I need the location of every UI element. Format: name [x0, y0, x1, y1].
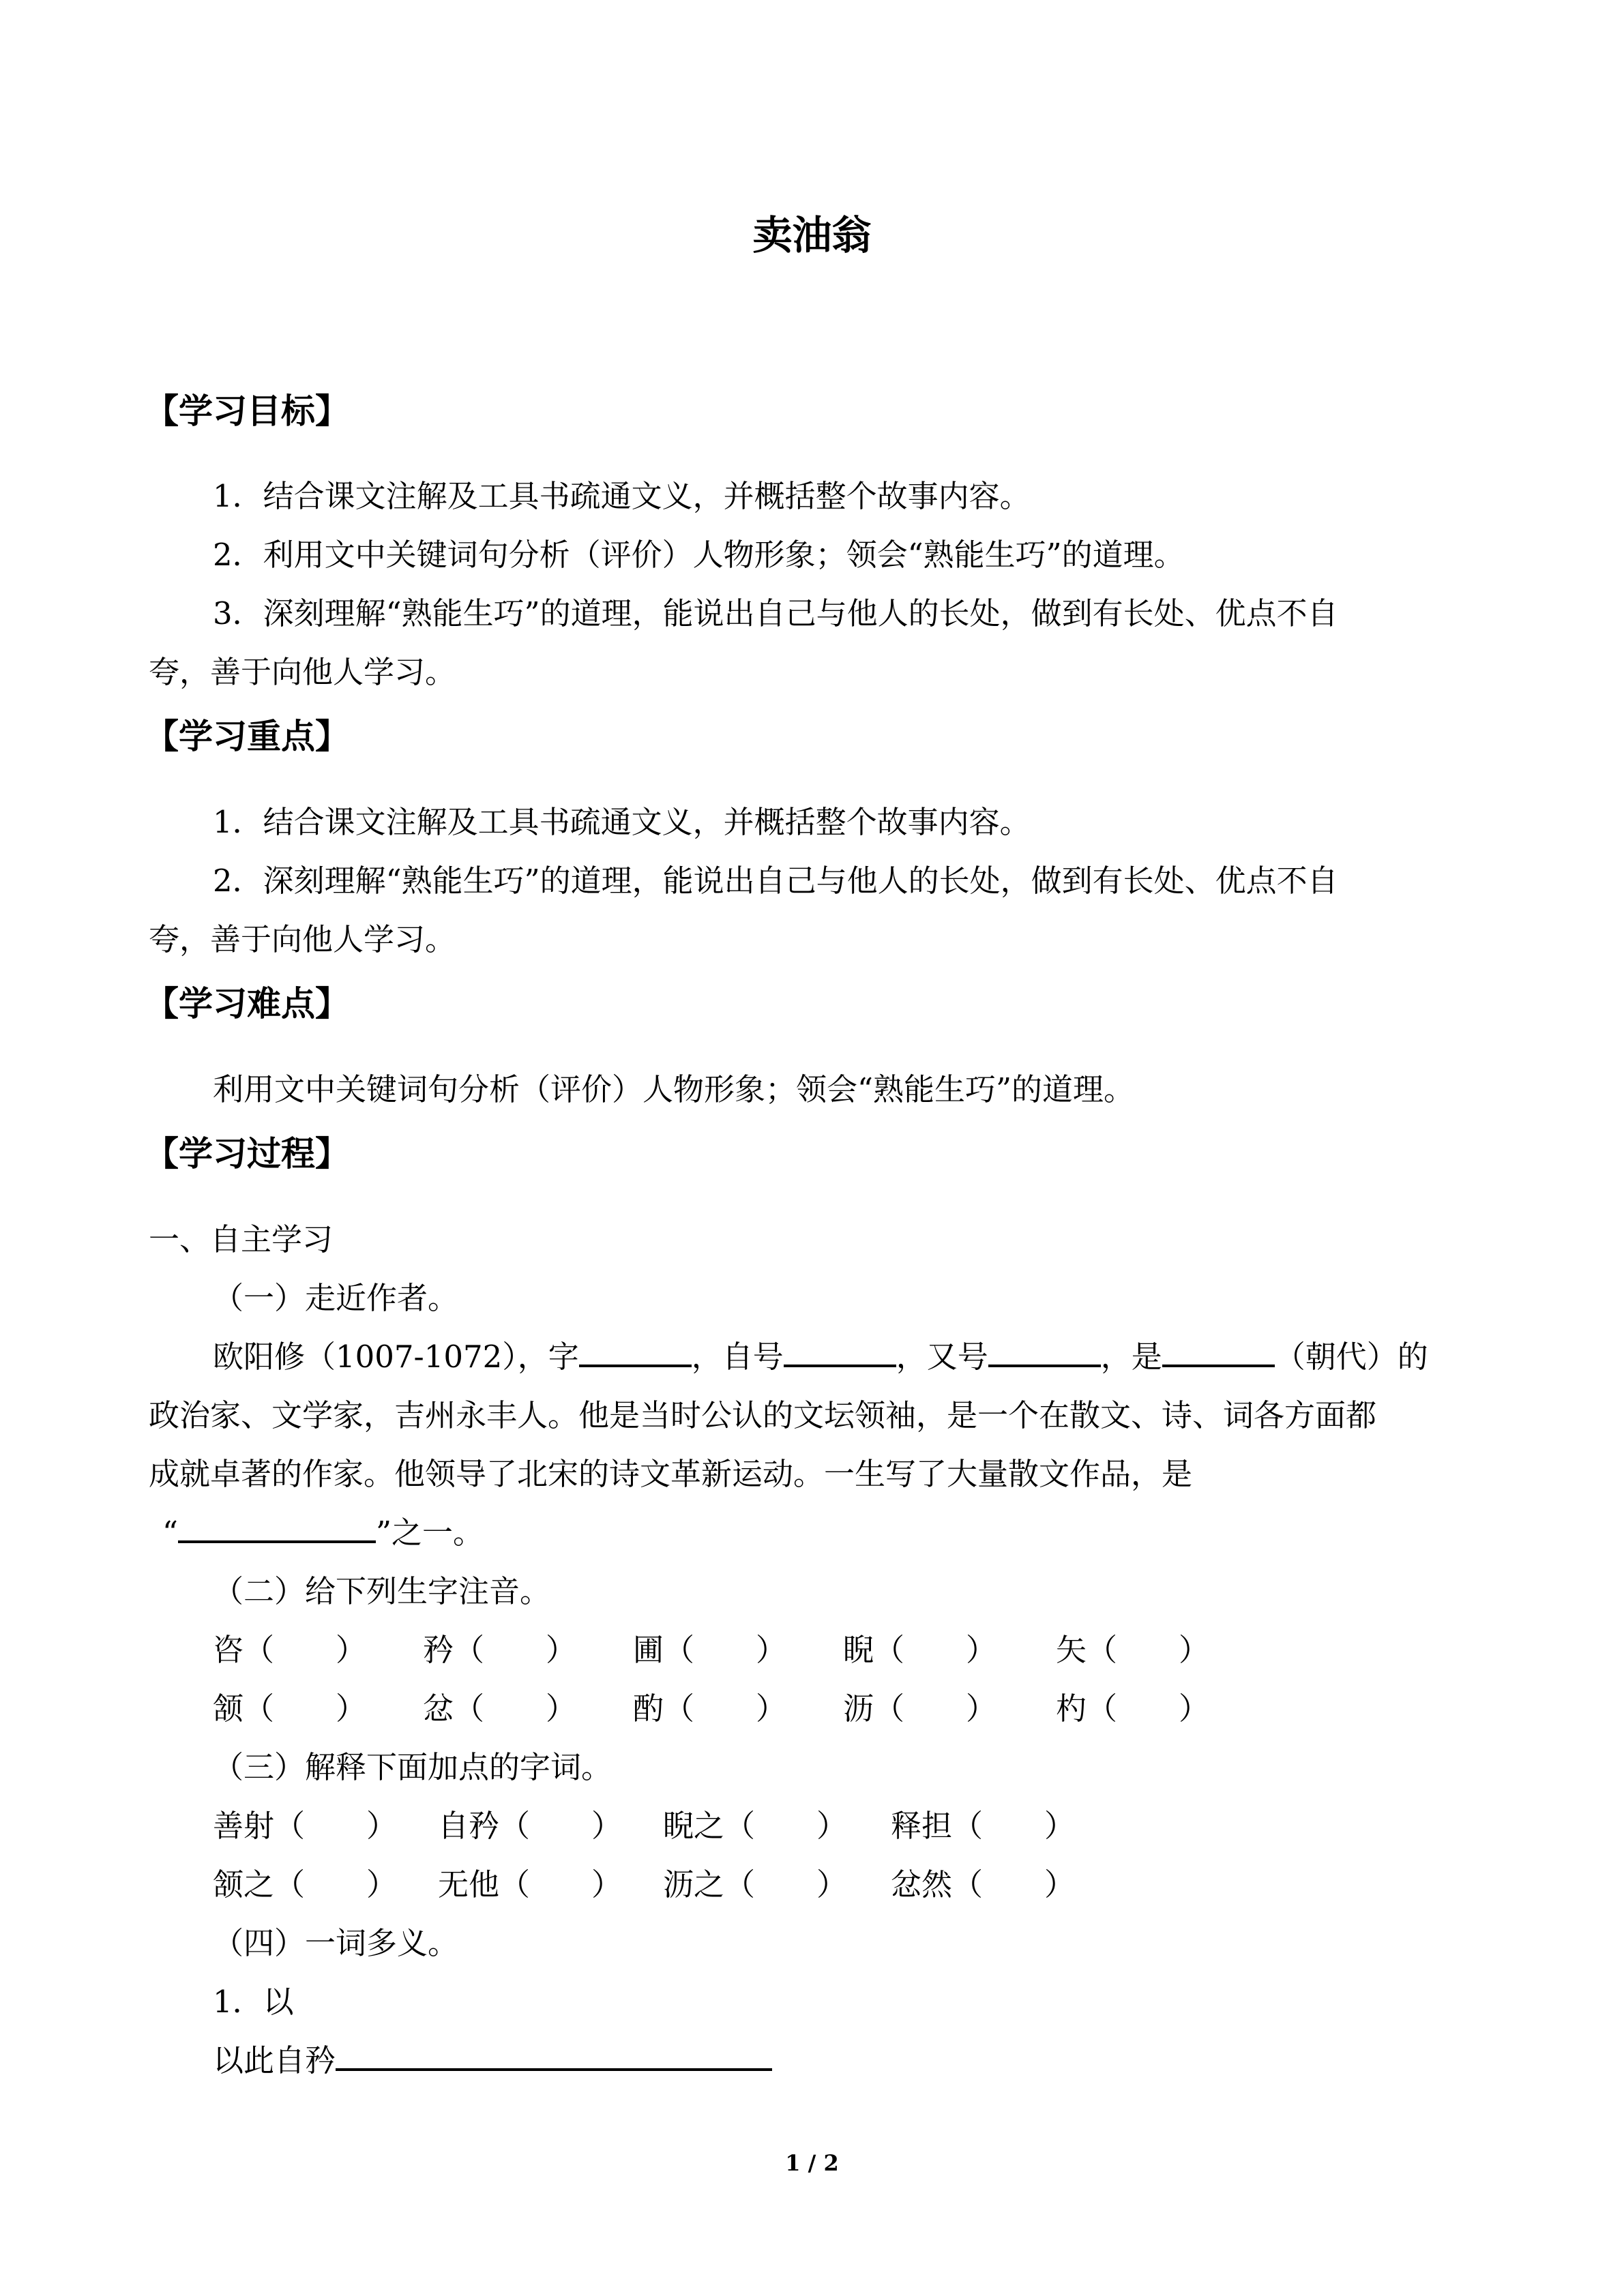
page-number: 1 / 2 [785, 2150, 839, 2176]
polysemy-item-1: 1．以 [213, 1984, 294, 2020]
pinyin-item[interactable]: 咨（ ） [213, 1632, 367, 1668]
pinyin-item[interactable]: 矢（ ） [1056, 1632, 1210, 1668]
key-item-2-cont: 夸，善于向他人学习。 [149, 921, 456, 957]
quote-open: “ [162, 1515, 179, 1551]
author-text-1: 欧阳修（1007-1072），字 [213, 1339, 579, 1375]
word-item[interactable]: 善射（ ） [213, 1808, 398, 1844]
blank-zi[interactable] [579, 1336, 692, 1367]
word-item[interactable]: 沥之（ ） [663, 1866, 848, 1903]
pinyin-item[interactable]: 杓（ ） [1056, 1690, 1210, 1727]
polysemy-example-line [213, 2039, 772, 2083]
author-line-3: 成就卓著的作家。他领导了北宋的诗文革新运动。一生写了大量散文作品，是 [149, 1456, 1193, 1492]
word-item[interactable]: 自矜（ ） [438, 1808, 623, 1844]
author-line-4 [162, 1511, 484, 1555]
heading-key: 【学习重点】 [145, 717, 349, 756]
blank-zihao[interactable] [784, 1336, 896, 1367]
blank-dynasty[interactable] [1162, 1336, 1275, 1367]
heading-goals: 【学习目标】 [145, 391, 349, 431]
pinyin-item[interactable]: 忿（ ） [423, 1690, 577, 1727]
key-item-2: 2．深刻理解“熟能生巧”的道理，能说出自己与他人的长处，做到有长处、优点不自 [213, 863, 1338, 899]
word-item[interactable]: 无他（ ） [438, 1866, 623, 1903]
heading-process: 【学习过程】 [145, 1134, 349, 1174]
difficulty-item-1: 利用文中关键词句分析（评价）人物形象；领会“熟能生巧”的道理。 [213, 1071, 1135, 1107]
polysemy-example-text: 以此自矜 [213, 2042, 336, 2078]
blank-eight-masters[interactable] [178, 1512, 376, 1543]
word-item[interactable]: 释担（ ） [891, 1808, 1076, 1844]
sub-heading-1: （一）走近作者。 [213, 1280, 459, 1316]
goal-item-3-cont: 夸，善于向他人学习。 [149, 654, 456, 690]
author-text-3: ，又号 [896, 1339, 988, 1375]
key-item-1: 1．结合课文注解及工具书疏通文义，并概括整个故事内容。 [213, 804, 1031, 840]
part-1-heading: 一、自主学习 [149, 1221, 334, 1257]
author-text-5: （朝代）的 [1274, 1339, 1428, 1375]
blank-youhao[interactable] [988, 1336, 1101, 1367]
heading-difficulty: 【学习难点】 [145, 984, 349, 1024]
blank-polysemy-answer[interactable] [336, 2040, 772, 2071]
pinyin-item[interactable]: 矜（ ） [423, 1632, 577, 1668]
sub-heading-4: （四）一词多义。 [213, 1925, 459, 1961]
pinyin-item[interactable]: 酌（ ） [633, 1690, 787, 1727]
goal-item-2: 2．利用文中关键词句分析（评价）人物形象；领会“熟能生巧”的道理。 [213, 537, 1185, 573]
author-fill-line [213, 1335, 1428, 1379]
goal-item-1: 1．结合课文注解及工具书疏通文义，并概括整个故事内容。 [213, 478, 1031, 514]
goal-item-3: 3．深刻理解“熟能生巧”的道理，能说出自己与他人的长处，做到有长处、优点不自 [213, 595, 1338, 631]
author-line-2: 政治家、文学家，吉州永丰人。他是当时公认的文坛领袖，是一个在散文、诗、词各方面都 [149, 1397, 1377, 1433]
word-item[interactable]: 忿然（ ） [891, 1866, 1076, 1903]
pinyin-item[interactable]: 颔（ ） [213, 1690, 367, 1727]
pinyin-item[interactable]: 睨（ ） [843, 1632, 997, 1668]
pinyin-item[interactable]: 圃（ ） [633, 1632, 787, 1668]
page-title: 卖油翁 [752, 212, 872, 258]
sub-heading-3: （三）解释下面加点的字词。 [213, 1749, 612, 1785]
sub-heading-2: （二）给下列生字注音。 [213, 1573, 551, 1609]
author-text-4: ，是 [1100, 1339, 1162, 1375]
pinyin-item[interactable]: 沥（ ） [843, 1690, 997, 1727]
word-item[interactable]: 睨之（ ） [663, 1808, 848, 1844]
quote-close: ”之一。 [376, 1515, 484, 1551]
word-item[interactable]: 颔之（ ） [213, 1866, 398, 1903]
author-text-2: ，自号 [691, 1339, 784, 1375]
